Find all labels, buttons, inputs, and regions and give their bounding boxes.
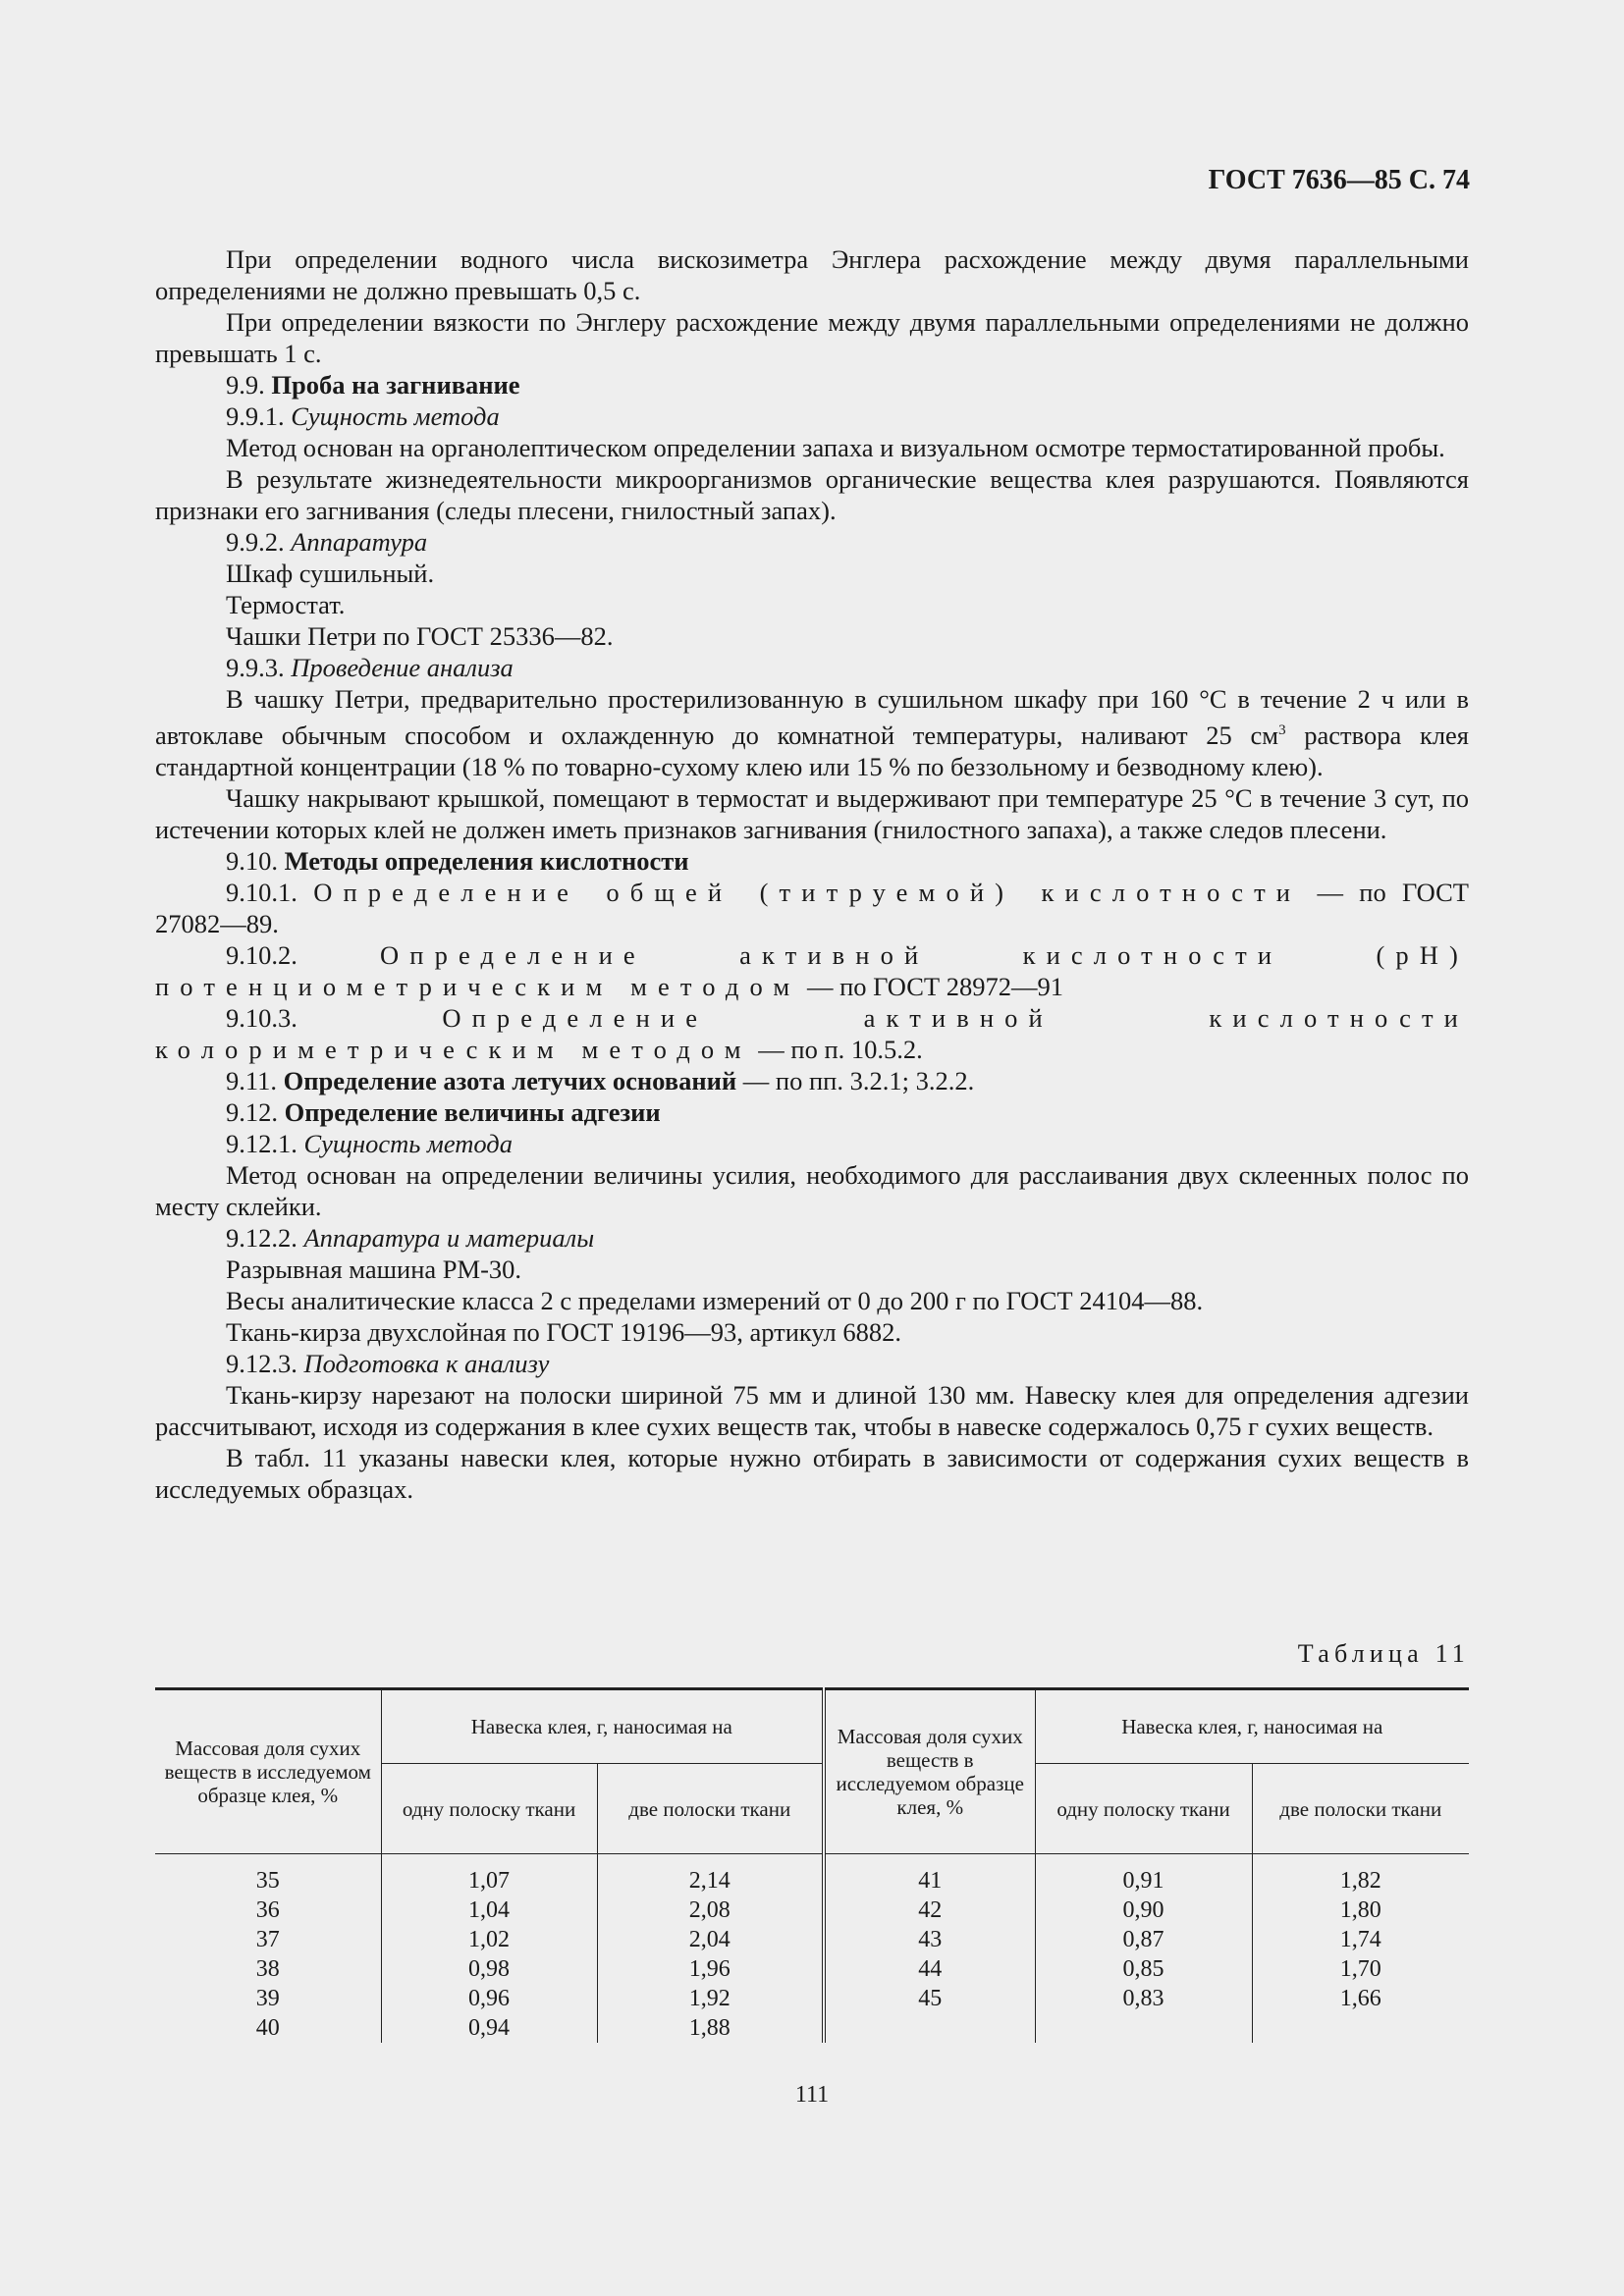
section-9-10-1: 9.10.1. Определение общей (титруемой) кислотности — по ГОСТ 27082—89. [155,877,1469,938]
table-11 [155,1687,1469,2043]
material-item: Ткань-кирза двухслойная по ГОСТ 19196—93, артикул 6882. [226,1316,901,1347]
section-9-12: 9.12. Определение величины адгезии [226,1096,661,1127]
equipment-item: Чашки Петри по ГОСТ 25336—82. [226,621,614,651]
header-one-strip: одну полоску ткани [1035,1764,1252,1854]
section-9-9-3: 9.9.3. Проведение анализа [226,653,514,682]
table-caption: Таблица 11 [1297,1639,1470,1668]
table-row: 36 1,04 2,08 42 0,90 1,80 [155,1896,1469,1925]
paragraph-adhesion-method: Метод основан на определении величины усилия, необходимого для расслаивания двух склеенных полос по месту склейки. [155,1159,1469,1221]
header-one-strip: одну полоску ткани [381,1764,597,1854]
paragraph-cutting-strips: Ткань-кирзу нарезают на полоски шириной 75 мм и длиной 130 мм. Навеску клея для определения адгезии рассчитывают, исходя из содержания в клее сухих веществ так, чтобы в навеске содержалось 0,75 г сухих веществ. [155,1379,1469,1441]
paragraph-method-basis: Метод основан на органолептическом определении запаха и визуальном осмотре термостатированной пробы. [226,433,1445,462]
material-item: Разрывная машина РМ-30. [226,1254,522,1284]
header-two-strips: две полоски ткани [1252,1764,1469,1854]
equipment-item: Термостат. [226,590,346,619]
section-9-9-1: 9.9.1. Сущность метода [226,401,500,431]
header-sample-group: Навеска клея, г, наносимая на [1035,1689,1469,1764]
paragraph-table-reference: В табл. 11 указаны навески клея, которые нужно отбирать в зависимости от содержания сухих веществ в исследуемых образцах. [155,1442,1469,1504]
section-9-12-1: 9.12.1. Сущность метода [226,1128,513,1158]
section-9-9-2: 9.9.2. Аппаратура [226,527,428,557]
equipment-item: Шкаф сушильный. [226,559,435,588]
material-item: Весы аналитические класса 2 с пределами измерений от 0 до 200 г по ГОСТ 24104—88. [226,1285,1204,1315]
section-9-9: 9.9. Проба на загнивание [226,370,520,400]
paragraph-microorganisms: В результате жизнедеятельности микроорганизмов органические вещества клея разрушаются. Появляются признаки его загнивания (следы плесени, гнилостный запах). [155,464,1469,525]
table-row: 37 1,02 2,04 43 0,87 1,74 [155,1925,1469,1954]
section-9-11: 9.11. Определение азота летучих оснований — по пп. 3.2.1; 3.2.2. [226,1065,975,1095]
header-sample-group: Навеска клея, г, наносимая на [381,1689,824,1764]
body-text [155,243,1469,1505]
table-row: 40 0,94 1,88 [155,2013,1469,2043]
paragraph-petri-dish: В чашку Петри, предварительно простерилизованную в сушильном шкафу при 160 °С в течение 2 ч или в автоклаве обычным способом и охлажденную до комнатной температуры, наливают 25 $см^3$ раствора клея стандартной концентрации (18 % по товарно-сухому клею или 15 % по беззольному и безводному клею). [155,684,1469,781]
section-9-12-2: 9.12.2. Аппаратура и материалы [226,1222,595,1253]
section-9-10-2: 9.10.2. Определение активной кислотности (рН) потенциометрическим методом — по ГОСТ 28972—91 [155,939,1469,1001]
header-mass-fraction: Массовая доля сухих веществ в исследуемом образце клея, % [824,1689,1035,1854]
header-mass-fraction: Массовая доля сухих веществ в исследуемом образце клея, % [155,1689,381,1854]
paragraph-engler-viscosity: При определении вязкости по Энглеру расхождение между двумя параллельными определениями не должно превышать 1 с. [155,307,1469,368]
section-9-12-3: 9.12.3. Подготовка к анализу [226,1348,550,1378]
paragraph-thermostat: Чашку накрывают крышкой, помещают в термостат и выдерживают при температуре 25 °С в течение 3 сут, по истечении которых клей не должен иметь признаков загнивания (гнилостного запаха), а также следов плесени. [155,782,1469,844]
table-row: 38 0,98 1,96 44 0,85 1,70 [155,1954,1469,1984]
paragraph-engler-water: При определении водного числа вискозиметра Энглера расхождение между двумя параллельными определениями не должно превышать 0,5 с. [155,244,1469,305]
page-number: 111 [794,2082,830,2108]
header-two-strips: две полоски ткани [597,1764,824,1854]
section-9-10-3: 9.10.3. Определение активной кислотности колориметрическим методом — по п. 10.5.2. [155,1002,1469,1064]
table-row: 39 0,96 1,92 45 0,83 1,66 [155,1984,1469,2013]
table-row: 35 1,07 2,14 41 0,91 1,82 [155,1866,1469,1896]
page-header: ГОСТ 7636—85 С. 74 [1208,165,1470,195]
section-9-10: 9.10. Методы определения кислотности [226,845,689,876]
